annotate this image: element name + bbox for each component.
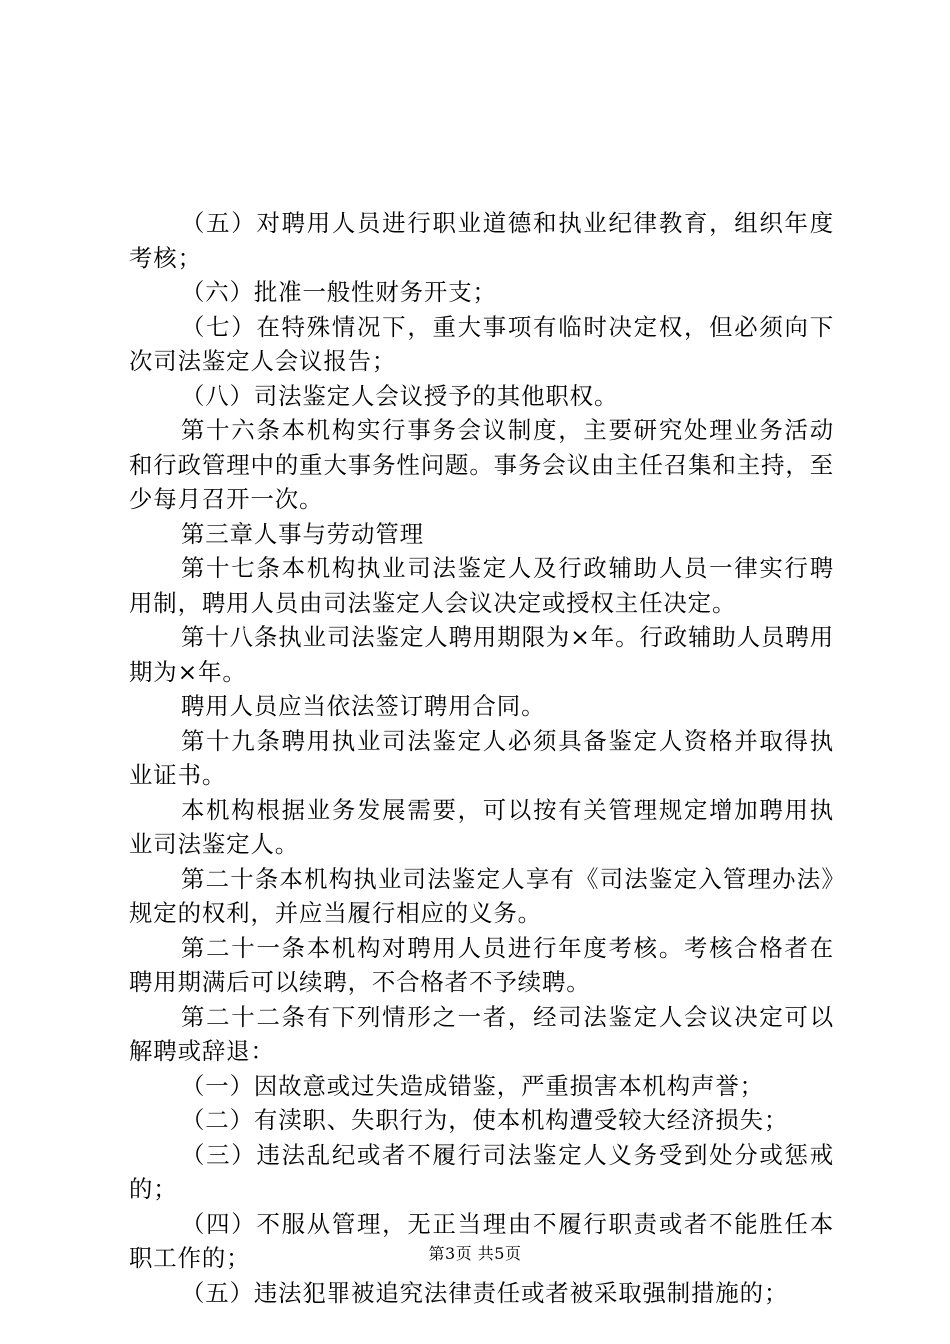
paragraph-case-2: （二）有渎职、失职行为，使本机构遭受较大经济损失； bbox=[181, 1106, 789, 1134]
paragraph-article-17: 第十七条本机构执业司法鉴定人及行政辅助人员一律实行聘用制，聘用人员由司法鉴定人会议决定或授权主任决定。 bbox=[129, 554, 834, 617]
page-number-footer: 第3页 共5页 bbox=[428, 1244, 522, 1263]
paragraph-article-19: 第十九条聘用执业司法鉴定人必须具备鉴定人资格并取得执业证书。 bbox=[129, 726, 834, 789]
paragraph-item-5: （五）对聘用人员进行职业道德和执业纪律教育，组织年度考核； bbox=[129, 209, 834, 272]
paragraph-article-16: 第十六条本机构实行事务会议制度，主要研究处理业务活动和行政管理中的重大事务性问题。事务会议由主任召集和主持，至少每月召开一次。 bbox=[129, 416, 834, 513]
paragraph-item-8: （八）司法鉴定人会议授予的其他职权。 bbox=[181, 381, 619, 410]
paragraph-case-1: （一）因故意或过失造成错鉴，严重损害本机构声誉； bbox=[181, 1071, 764, 1100]
paragraph-article-22: 第二十二条有下列情形之一者，经司法鉴定人会议决定可以解聘或辞退： bbox=[129, 1002, 834, 1065]
paragraph-item-7: （七）在特殊情况下，重大事项有临时决定权，但必须向下次司法鉴定人会议报告； bbox=[129, 312, 834, 375]
paragraph-additional-hiring: 本机构根据业务发展需要，可以按有关管理规定增加聘用执业司法鉴定人。 bbox=[129, 795, 834, 858]
chapter-heading: 第三章人事与劳动管理 bbox=[181, 519, 424, 548]
paragraph-item-6: （六）批准一般性财务开支； bbox=[181, 278, 497, 306]
paragraph-article-20: 第二十条本机构执业司法鉴定人享有《司法鉴定入管理办法》规定的权利，并应当履行相应的义务。 bbox=[129, 864, 834, 927]
paragraph-article-18: 第十八条执业司法鉴定人聘用期限为×年。行政辅助人员聘用期为×年。 bbox=[129, 623, 834, 686]
paragraph-case-5: （五）违法犯罪被追究法律责任或者被采取强制措施的； bbox=[181, 1278, 789, 1307]
paragraph-contract: 聘用人员应当依法签订聘用合同。 bbox=[181, 692, 546, 720]
paragraph-case-4: （四）不服从管理，无正当理由不履行职责或者不能胜任本职工作的； bbox=[129, 1209, 834, 1272]
document-body bbox=[129, 206, 834, 1310]
paragraph-article-21: 第二十一条本机构对聘用人员进行年度考核。考核合格者在聘用期满后可以续聘，不合格者不予续聘。 bbox=[129, 933, 834, 996]
paragraph-case-3: （三）违法乱纪或者不履行司法鉴定人义务受到处分或惩戒的； bbox=[129, 1140, 834, 1203]
